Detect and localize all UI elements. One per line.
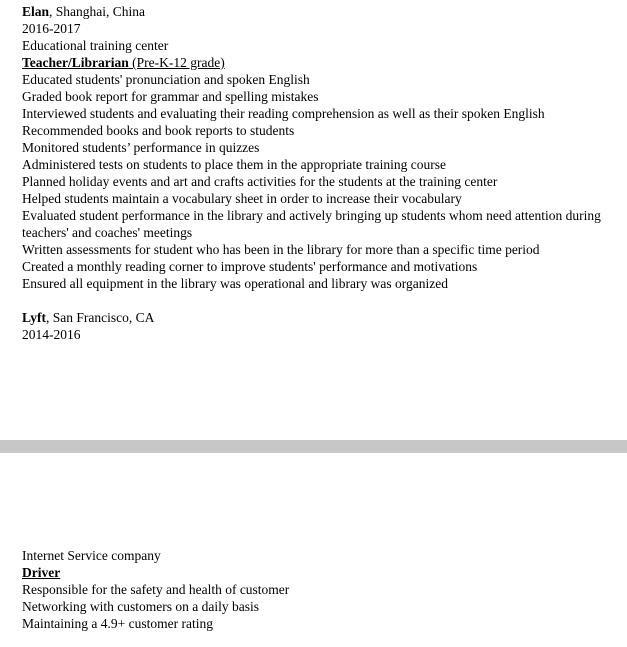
duty-line: Evaluated student performance in the library and actively bringing up students whom need attention during teachers' and coaches' meetings — [22, 208, 601, 240]
duty-line: Educated students' pronunciation and spoken English — [22, 72, 310, 87]
lyft-experience-block — [22, 547, 607, 632]
employment-dates: 2014-2016 — [22, 327, 81, 342]
company-line — [22, 3, 607, 20]
company-name: Lyft — [22, 310, 47, 325]
job-title-line — [22, 564, 607, 581]
duty-line: Interviewed students and evaluating their reading comprehension as well as their spoken English — [22, 106, 545, 121]
job-title: Teacher/Librarian — [22, 55, 129, 70]
duty-line: Written assessments for student who has been in the library for more than a specific time period — [22, 242, 540, 257]
duty-line: Recommended books and book reports to students — [22, 123, 295, 138]
duty-line: Responsible for the safety and health of customer — [22, 582, 290, 597]
elan-experience-block — [22, 3, 607, 343]
page-break-separator — [0, 440, 627, 453]
company-location: , San Francisco, CA — [46, 310, 155, 325]
duty-line: Helped students maintain a vocabulary sheet in order to increase their vocabulary — [22, 191, 462, 206]
duty-line: Graded book report for grammar and spelling mistakes — [22, 89, 319, 104]
job-title-line — [22, 54, 607, 71]
duty-line: Maintaining a 4.9+ customer rating — [22, 616, 213, 631]
duty-line: Networking with customers on a daily basis — [22, 599, 259, 614]
company-name: Elan — [22, 4, 50, 19]
job-title-detail: (Pre-K-12 grade) — [128, 55, 225, 70]
resume-page-2 — [0, 453, 627, 647]
job-title: Driver — [22, 565, 61, 580]
duty-line: Planned holiday events and art and crafts activities for the students at the training center — [22, 174, 498, 189]
duty-line: Created a monthly reading corner to improve students' performance and motivations — [22, 259, 478, 274]
employment-dates: 2016-2017 — [22, 21, 81, 36]
blank-line — [22, 292, 607, 309]
org-type: Educational training center — [22, 38, 169, 53]
company-location: , Shanghai, China — [49, 4, 146, 19]
org-type: Internet Service company — [22, 548, 161, 563]
duty-line: Monitored students’ performance in quizzes — [22, 140, 260, 155]
duty-line: Administered tests on students to place them in the appropriate training course — [22, 157, 447, 172]
duty-line: Ensured all equipment in the library was operational and library was organized — [22, 276, 448, 291]
company-line — [22, 309, 607, 326]
job-title-underline — [22, 55, 225, 70]
